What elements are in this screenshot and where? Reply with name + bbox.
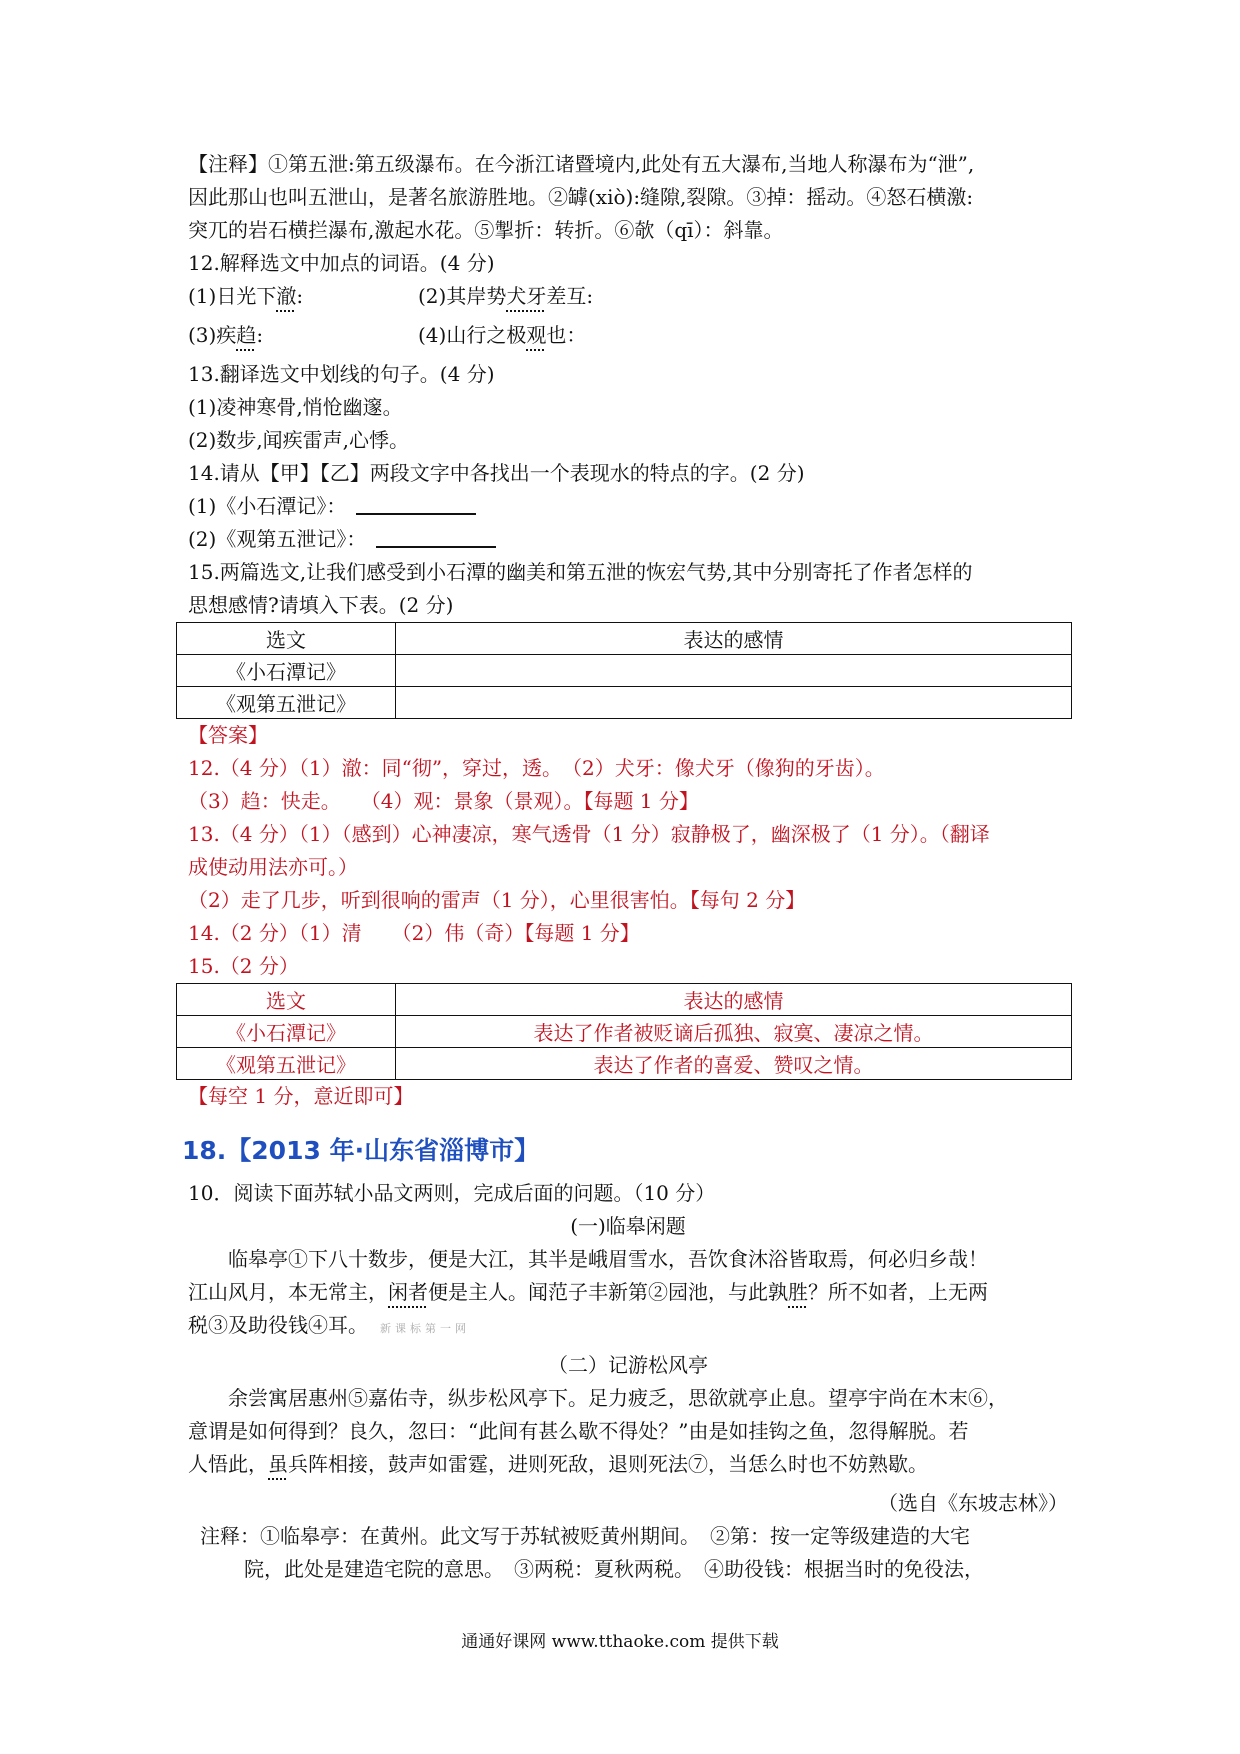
q12-row-2: (3)疾趋: (4)山行之极观也： [188, 323, 587, 347]
dotted-word: 闲者 [388, 1280, 428, 1304]
table-cell: 表达了作者被贬谪后孤独、寂寞、凄凉之情。 [396, 1016, 1072, 1048]
table-header: 表达的感情 [396, 984, 1072, 1016]
q10-title: 10．阅读下面苏轼小品文两则，完成后面的问题。（10 分） [188, 1181, 716, 1205]
answer-13-line-3: （2）走了几步，听到很响的雷声（1 分），心里很害怕。【每句 2 分】 [188, 888, 806, 912]
q12-title: 12.解释选文中加点的词语。(4 分) [188, 251, 495, 275]
answer-13-line-1: 13.（4 分）（1）（感到）心神凄凉，寒气透骨（1 分）寂静极了，幽深极了（1 分）。（翻译 [188, 822, 990, 846]
scoring-note: 【每空 1 分，意近即可】 [188, 1084, 414, 1108]
q14-item-1: (1)《小石潭记》： [188, 490, 1068, 523]
table-cell-blank[interactable] [396, 655, 1072, 687]
answer-table [176, 983, 1072, 1080]
table-cell: 《观第五泄记》 [177, 687, 396, 719]
passage-1-line-1: 临皋亭①下八十数步，便是大江，其半是峨眉雪水，吾饮食沐浴皆取焉，何必归乡哉！ [228, 1247, 988, 1271]
document-body [182, 148, 1068, 1586]
q13-item-2: (2)数步,闻疾雷声,心悸。 [188, 428, 410, 452]
fill-table [176, 622, 1072, 719]
table-cell: 《小石潭记》 [177, 655, 396, 687]
footer-credit: 通通好课网 www.tthaoke.com 提供下载 [461, 1632, 779, 1652]
note-line-3: 突兀的岩石横拦瀑布,激起水花。⑤掣折：转折。⑥欹（qī）：斜靠。 [188, 218, 784, 242]
q14-title: 14.请从【甲】【乙】两段文字中各找出一个表现水的特点的字。(2 分) [188, 461, 805, 485]
dotted-word: 趋 [236, 323, 257, 347]
section-heading: 18.【2013 年·山东省淄博市】 [182, 1136, 540, 1165]
answer-label: 【答案】 [188, 723, 268, 747]
q15-line-2: 思想感情?请填入下表。(2 分) [188, 593, 454, 617]
table-header: 表达的感情 [396, 623, 1072, 655]
passage-2-title: （二）记游松风亭 [548, 1353, 708, 1377]
passage-1-line-3: 税③及助役钱④耳。 新课标第一网 [188, 1313, 470, 1337]
passage-2-line-3: 人悟此，虽兵阵相接，鼓声如雷霆，进则死敌，退则死法⑦，当恁么时也不妨熟歇。 [188, 1452, 928, 1476]
table-header: 选文 [177, 984, 396, 1016]
answer-12-line-1: 12.（4 分）（1）澈：同“彻”，穿过，透。 （2）犬牙：像犬牙（像狗的牙齿）。 [188, 756, 885, 780]
q14-item-2: (2)《观第五泄记》： [188, 523, 1068, 556]
watermark: 新课标第一网 [380, 1322, 470, 1335]
source-citation: （选自《东坡志林》） [878, 1491, 1068, 1515]
dotted-word: 观 [526, 323, 547, 347]
table-header: 选文 [177, 623, 396, 655]
table-cell: 表达了作者的喜爱、赞叹之情。 [396, 1048, 1072, 1080]
dotted-word: 胜 [788, 1280, 808, 1304]
table-cell: 《观第五泄记》 [177, 1048, 396, 1080]
passage-1-title: (一)临皋闲题 [570, 1214, 686, 1238]
answer-blank[interactable] [376, 526, 496, 548]
answer-14: 14.（2 分）（1）清 （2）伟（奇）【每题 1 分】 [188, 921, 640, 945]
answer-12-line-2: （3）趋：快走。 （4）观：景象（景观）。【每题 1 分】 [188, 789, 699, 813]
passage-1-line-2: 江山风月，本无常主，闲者便是主人。闻范子丰新第②园池，与此孰胜？所不如者，上无两 [188, 1280, 988, 1304]
answer-13-line-2: 成使动用法亦可。） [188, 855, 358, 879]
table-cell: 《小石潭记》 [177, 1016, 396, 1048]
answer-block [188, 719, 1068, 983]
passage-2-line-1: 余尝寓居惠州⑤嘉佑寺，纵步松风亭下。足力疲乏，思欲就亭止息。望亭宇尚在木末⑥， [228, 1386, 1008, 1410]
dotted-word: 澈 [276, 284, 297, 308]
answer-blank[interactable] [356, 493, 476, 515]
q15-line-1: 15.两篇选文,让我们感受到小石潭的幽美和第五泄的恢宏气势,其中分别寄托了作者怎样的 [188, 560, 973, 584]
q12-row-1: (1)日光下澈: (2)其岸势犬牙差互: [188, 284, 594, 308]
note-line-2: 因此那山也叫五泄山，是著名旅游胜地。②罅(xiò):缝隙,裂隙。③掉：摇动。④怒石横激: [188, 185, 974, 209]
q13-title: 13.翻译选文中划线的句子。(4 分) [188, 362, 495, 386]
table-cell-blank[interactable] [396, 687, 1072, 719]
dotted-word: 犬牙 [506, 284, 547, 308]
dotted-word: 虽 [268, 1452, 288, 1476]
q10-note-line-1: 注释：①临皋亭：在黄州。此文写于苏轼被贬黄州期间。 ②第：按一定等级建造的大宅 [200, 1524, 970, 1548]
note-line-1: 【注释】①第五泄:第五级瀑布。在今浙江诸暨境内,此处有五大瀑布,当地人称瀑布为“泄”, [188, 152, 975, 176]
q13-item-1: (1)凌神寒骨,悄怆幽邃。 [188, 395, 403, 419]
answer-15: 15.（2 分） [188, 954, 299, 978]
q10-note-line-2: 院，此处是建造宅院的意思。 ③两税：夏秋两税。 ④助役钱：根据当时的免役法， [244, 1557, 984, 1581]
passage-2-line-2: 意谓是如何得到？良久，忽曰：“此间有甚么歇不得处？”由是如挂钩之鱼，忽得解脱。若 [188, 1419, 969, 1443]
